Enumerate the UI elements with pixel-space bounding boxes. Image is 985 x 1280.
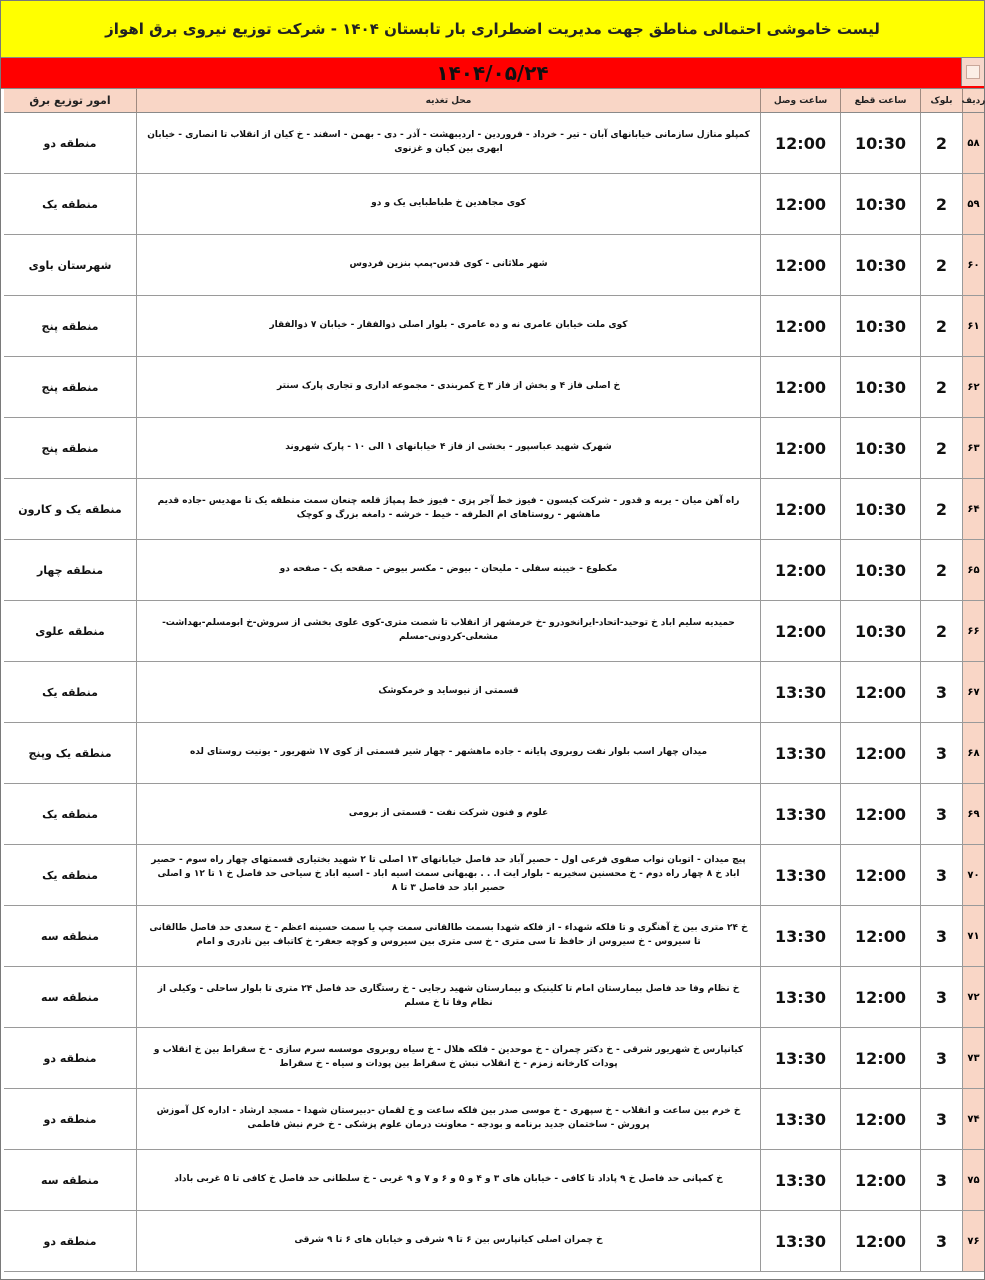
- table-row: [1, 540, 984, 601]
- table-row: [1, 1028, 984, 1089]
- cut-time-cell: 10:30: [840, 235, 920, 296]
- table-row: [1, 1089, 984, 1150]
- header-district: امور توزیع برق: [4, 89, 136, 113]
- select-all-corner: [961, 58, 984, 86]
- row-number-cell: ۶۹: [962, 784, 984, 845]
- row-number-cell: ۶۸: [962, 723, 984, 784]
- connect-time-cell: 13:30: [760, 845, 840, 906]
- connect-time-cell: 13:30: [760, 1150, 840, 1211]
- district-cell: منطقه چهار: [4, 540, 136, 601]
- location-cell: علوم و فنون شرکت نفت - قسمتی از برومی: [136, 784, 760, 845]
- connect-time-cell: 12:00: [760, 296, 840, 357]
- connect-time-cell: 12:00: [760, 418, 840, 479]
- table-row: [1, 479, 984, 540]
- cut-time-cell: 12:00: [840, 662, 920, 723]
- cut-time-cell: 10:30: [840, 540, 920, 601]
- row-number-cell: ۵۹: [962, 174, 984, 235]
- row-number-cell: ۶۱: [962, 296, 984, 357]
- row-number-cell: ۷۰: [962, 845, 984, 906]
- table-header: [1, 89, 984, 113]
- table-row: [1, 967, 984, 1028]
- district-cell: منطقه دو: [4, 1211, 136, 1272]
- location-cell: میدان چهار اسب بلوار نفت روبروی پایانه - جاده ماهشهر - چهار شیر قسمتی از کوی ۱۷ شهریور - یونیت روستای لده: [136, 723, 760, 784]
- location-cell: مکطوع - خیینه سفلی - ملیحان - بیوض - مکسر بیوض - صفحه یک - صفحه دو: [136, 540, 760, 601]
- connect-time-cell: 13:30: [760, 1211, 840, 1272]
- header-block: بلوک: [920, 89, 962, 113]
- location-cell: حمیدیه سلیم اباد خ توحید-اتحاد-ایرانخودرو -خ خرمشهر از انقلاب تا شصت متری-کوی علوی بخشی از سروش-خ ابومسلم-بهداشت-مشعلی-کردونی-مسلم: [136, 601, 760, 662]
- cut-time-cell: 12:00: [840, 784, 920, 845]
- location-cell: راه آهن میان - یربه و قدور - شرکت کیسون - فیوز خط آجر پزی - فیوز خط پمپاژ قلعه چنعان سمت منطقه یک تا مهدیس -جاده قدیم ماهشهر - روستاهای ام الطرفه - خیط - خرشه - دامغه بزرگ و کوچک: [136, 479, 760, 540]
- location-cell: خ کمپانی حد فاصل خ ۹ پاداد تا کافی - خیابان های ۳ و ۴ و ۵ و ۶ و ۷ و ۹ غربی - خ سلطانی حد فاصل خ کافی تا ۵ غربی باداد: [136, 1150, 760, 1211]
- block-cell: 3: [920, 784, 962, 845]
- header-location: محل تغذیه: [136, 89, 760, 113]
- connect-time-cell: 12:00: [760, 479, 840, 540]
- district-cell: منطقه یک و کارون: [4, 479, 136, 540]
- table-row: [1, 784, 984, 845]
- block-cell: 3: [920, 845, 962, 906]
- district-cell: منطقه سه: [4, 906, 136, 967]
- district-cell: منطقه سه: [4, 967, 136, 1028]
- block-cell: 2: [920, 235, 962, 296]
- district-cell: منطقه سه: [4, 1150, 136, 1211]
- location-cell: پیچ میدان - اتوبان نواب صفوی فرعی اول - حصیر آباد حد فاصل خیابانهای ۱۳ اصلی تا ۲ شهید بختیاری قسمتهای چهار راه سوم - حصیر اباد خ ۸ چهار راه دوم - خ محسنین سخیریه - بلوار ایت ا. . . بهبهانی سمت اسیه اباد - اسیه اباد خ سیاحی حد فاصل خ ۱ تا ۱۲ و اصلی حصیر اباد حد فاصل ۳ تا ۸: [136, 845, 760, 906]
- district-cell: منطقه یک: [4, 174, 136, 235]
- block-cell: 3: [920, 1150, 962, 1211]
- location-cell: خ نظام وفا حد فاصل بیمارستان امام تا کلینیک و بیمارستان شهید رجایی - خ رستگاری حد فاصل ۲۴ متری تا بلوار ساحلی - وکیلی از نظام وفا تا خ مسلم: [136, 967, 760, 1028]
- block-cell: 2: [920, 418, 962, 479]
- block-cell: 3: [920, 1028, 962, 1089]
- connect-time-cell: 13:30: [760, 723, 840, 784]
- row-number-cell: ۵۸: [962, 113, 984, 174]
- block-cell: 2: [920, 479, 962, 540]
- location-cell: کیانپارس خ شهریور شرقی - خ دکتر چمران - خ موحدین - فلکه هلال - خ سیاه روبروی موسسه سرم سازی - خ سقراط بین خ انقلاب و پودات کارخانه زمزم - خ انقلاب نبش خ سقراط بین پودات و سیاه - خ سقراط: [136, 1028, 760, 1089]
- block-cell: 2: [920, 296, 962, 357]
- district-cell: منطقه دو: [4, 113, 136, 174]
- connect-time-cell: 13:30: [760, 1089, 840, 1150]
- block-cell: 3: [920, 906, 962, 967]
- location-cell: خ چمران اصلی کیانپارس بین ۶ تا ۹ شرقی و خیابان های ۶ تا ۹ شرقی: [136, 1211, 760, 1272]
- table-row: [1, 1211, 984, 1272]
- row-number-cell: ۷۶: [962, 1211, 984, 1272]
- block-cell: 3: [920, 1211, 962, 1272]
- row-number-cell: ۶۷: [962, 662, 984, 723]
- row-number-cell: ۷۳: [962, 1028, 984, 1089]
- row-number-cell: ۶۵: [962, 540, 984, 601]
- table-row: [1, 723, 984, 784]
- row-number-cell: ۶۶: [962, 601, 984, 662]
- block-cell: 2: [920, 174, 962, 235]
- block-cell: 3: [920, 723, 962, 784]
- cut-time-cell: 10:30: [840, 174, 920, 235]
- table-body: [1, 113, 984, 1272]
- cut-time-cell: 12:00: [840, 723, 920, 784]
- table-row: [1, 174, 984, 235]
- row-number-cell: ۶۴: [962, 479, 984, 540]
- header-connect-time: ساعت وصل: [760, 89, 840, 113]
- row-number-cell: ۷۵: [962, 1150, 984, 1211]
- header-cut-time: ساعت قطع: [840, 89, 920, 113]
- district-cell: منطقه یک وپنج: [4, 723, 136, 784]
- location-cell: کوی ملت خیابان عامری نه و ده عامری - بلوار اصلی ذوالفقار - خیابان ۷ ذوالفقار: [136, 296, 760, 357]
- block-cell: 3: [920, 1089, 962, 1150]
- district-cell: منطقه یک: [4, 845, 136, 906]
- table-row: [1, 845, 984, 906]
- district-cell: منطقه پنج: [4, 296, 136, 357]
- table-row: [1, 662, 984, 723]
- connect-time-cell: 12:00: [760, 601, 840, 662]
- cut-time-cell: 10:30: [840, 296, 920, 357]
- cut-time-cell: 12:00: [840, 1150, 920, 1211]
- date-banner: [1, 58, 984, 89]
- district-cell: منطقه دو: [4, 1028, 136, 1089]
- document-title: لیست خاموشی احتمالی مناطق جهت مدیریت اضطراری بار تابستان ۱۴۰۴ - شرکت توزیع نیروی برق اهواز: [1, 1, 984, 58]
- connect-time-cell: 13:30: [760, 906, 840, 967]
- district-cell: منطقه علوی: [4, 601, 136, 662]
- connect-time-cell: 12:00: [760, 540, 840, 601]
- connect-time-cell: 12:00: [760, 113, 840, 174]
- location-cell: کوی مجاهدین خ طباطبایی یک و دو: [136, 174, 760, 235]
- corner-box: [966, 65, 980, 79]
- district-cell: منطقه پنج: [4, 418, 136, 479]
- location-cell: خ خرم بین ساعت و انقلاب - خ سپهری - خ موسی صدر بین فلکه ساعت و خ لقمان -دبیرستان شهدا - مسجد ارشاد - اداره کل آموزش پرورش - ساختمان جدید برنامه و بودجه - معاونت درمان علوم پزشکی - خ خرم نبش فاطمی: [136, 1089, 760, 1150]
- location-cell: شهرک شهید عباسپور - بخشی از فاز ۴ خیابانهای ۱ الی ۱۰ - پارک شهروند: [136, 418, 760, 479]
- row-number-cell: ۶۲: [962, 357, 984, 418]
- location-cell: خ ۲۴ متری بین خ آهنگری و تا فلکه شهداء - از فلکه شهدا بسمت طالقانی سمت چپ یا سمت حسینه اعظم - خ سعدی حد فاصل طالقانی تا سیروس - خ سیروس از حافظ تا سی متری - خ سی متری بین سیروس و کوچه جعفر- خ کاتباف بین نادری و امام: [136, 906, 760, 967]
- row-number-cell: ۷۲: [962, 967, 984, 1028]
- district-cell: منطقه یک: [4, 784, 136, 845]
- block-cell: 2: [920, 113, 962, 174]
- cut-time-cell: 12:00: [840, 1028, 920, 1089]
- row-number-cell: ۶۰: [962, 235, 984, 296]
- cut-time-cell: 12:00: [840, 1089, 920, 1150]
- block-cell: 3: [920, 967, 962, 1028]
- connect-time-cell: 13:30: [760, 1028, 840, 1089]
- connect-time-cell: 13:30: [760, 784, 840, 845]
- block-cell: 3: [920, 662, 962, 723]
- cut-time-cell: 12:00: [840, 906, 920, 967]
- cut-time-cell: 12:00: [840, 1211, 920, 1272]
- table-row: [1, 296, 984, 357]
- row-number-cell: ۷۴: [962, 1089, 984, 1150]
- connect-time-cell: 13:30: [760, 967, 840, 1028]
- table-row: [1, 418, 984, 479]
- cut-time-cell: 10:30: [840, 479, 920, 540]
- location-cell: شهر ملاثانی - کوی قدس-پمپ بنزین فردوس: [136, 235, 760, 296]
- connect-time-cell: 12:00: [760, 357, 840, 418]
- block-cell: 2: [920, 357, 962, 418]
- row-number-cell: ۶۳: [962, 418, 984, 479]
- cut-time-cell: 10:30: [840, 601, 920, 662]
- location-cell: قسمتی از نیوساید و خرمکوشک: [136, 662, 760, 723]
- table-row: [1, 1150, 984, 1211]
- cut-time-cell: 10:30: [840, 357, 920, 418]
- location-cell: کمپلو منازل سازمانی خیابانهای آبان - تیر - خرداد - فروردین - اردیبهشت - آذر - دی - بهمن - اسفند - خ کیان از انقلاب تا انصاری - خیابان ابهری بین کیان و غزنوی: [136, 113, 760, 174]
- district-cell: منطقه یک: [4, 662, 136, 723]
- district-cell: شهرستان باوی: [4, 235, 136, 296]
- table-row: [1, 235, 984, 296]
- block-cell: 2: [920, 540, 962, 601]
- cut-time-cell: 10:30: [840, 113, 920, 174]
- schedule-date: ۱۴۰۴/۰۵/۲۴: [436, 61, 549, 85]
- cut-time-cell: 10:30: [840, 418, 920, 479]
- header-row-number: ردیف: [962, 89, 984, 113]
- table-row: [1, 906, 984, 967]
- cut-time-cell: 12:00: [840, 845, 920, 906]
- connect-time-cell: 12:00: [760, 235, 840, 296]
- district-cell: منطقه پنج: [4, 357, 136, 418]
- connect-time-cell: 13:30: [760, 662, 840, 723]
- district-cell: منطقه دو: [4, 1089, 136, 1150]
- table-row: [1, 113, 984, 174]
- table-row: [1, 357, 984, 418]
- block-cell: 2: [920, 601, 962, 662]
- cut-time-cell: 12:00: [840, 967, 920, 1028]
- table-row: [1, 601, 984, 662]
- connect-time-cell: 12:00: [760, 174, 840, 235]
- row-number-cell: ۷۱: [962, 906, 984, 967]
- location-cell: خ اصلی فاز ۴ و بخش از فاز ۳ خ کمربندی - مجموعه اداری و تجاری پارک سنتر: [136, 357, 760, 418]
